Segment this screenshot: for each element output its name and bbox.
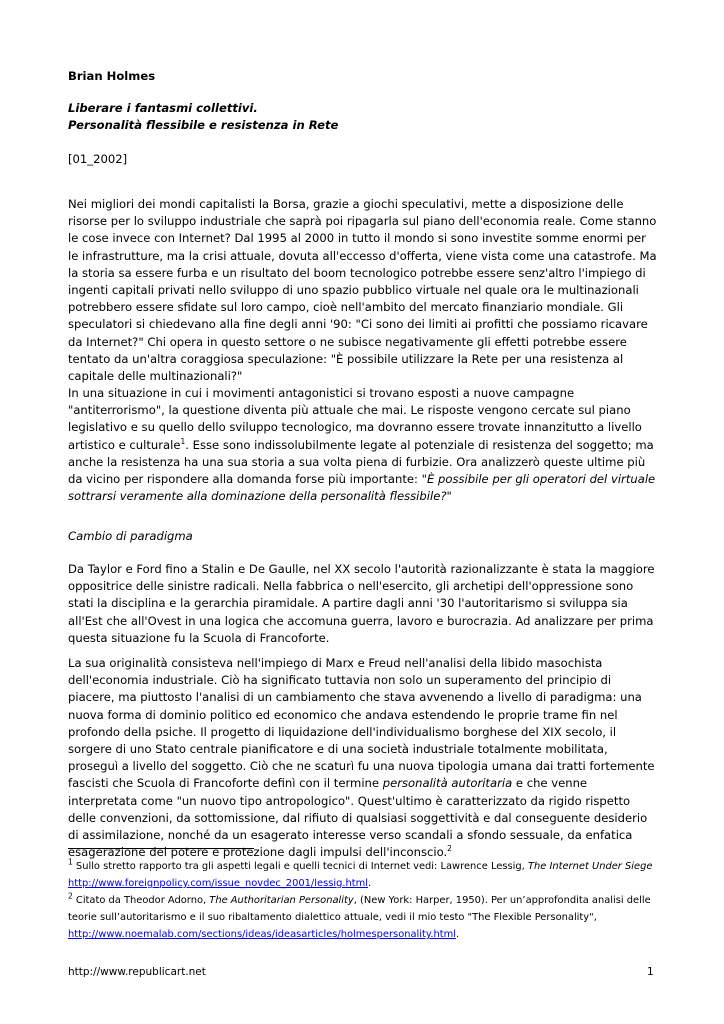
footnote-2-title: The Authoritarian Personality	[209, 895, 354, 906]
paragraph-4	[68, 655, 658, 861]
footnote-2-end: .	[455, 929, 460, 940]
footnote-1-end: .	[368, 878, 372, 889]
paragraph-2-text-c: "	[446, 489, 452, 504]
footnote-2-number: 2	[68, 891, 73, 901]
footnote-1	[68, 858, 668, 892]
article-date: [01_2002]	[68, 152, 128, 166]
page-number: 1	[647, 966, 654, 978]
paragraph-2	[68, 385, 658, 505]
section-heading: Cambio di paradigma	[68, 529, 193, 543]
paragraph-2-text-b: . Esse sono indissolubilmente legate al potenziale di resistenza del soggetto; ma anche la resistenza ha una sua storia a sua volta piena di furbizie. Ora analizzerò queste ultime più da vicino per rispondere alla domanda forse più importante: "	[68, 437, 654, 487]
title-line-1: Liberare i fantasmi collettivi.	[68, 101, 258, 115]
footnote-1-title: The Internet Under Siege	[527, 861, 653, 872]
paragraph-4-term: personalità autoritaria	[382, 776, 513, 791]
paragraph-1: Nei migliori dei mondi capitalisti la Borsa, grazie a giochi speculativi, mette a disposizione delle risorse per lo sviluppo industriale che saprà poi ripagarla sul piano dell'economia reale. Come stanno le cose invece con Internet? Dal 1995 al 2000 in tutto il mondo si sono investite somme enormi per le infrastrutture, ma la crisi attuale, dovuta all'eccesso d'offerta, viene vista come una catastrofe. Ma la storia sa essere furba e un risultato del boom tecnologico potrebbe essere senz'altro l'impiego di ingenti capitali privati nello sviluppo di uno spazio pubblico virtuale nel quale ora le multinazionali potrebbero essere sfidate sul loro campo, cioè nell'ambito del mercato finanziario mondiale. Gli speculatori si chiedevano alla fine degli anni '90: "Ci sono dei limiti ai profitti che possiamo ricavare da Internet?" Chi opera in questo settore o ne subisce negativamente gli effetti potrebbe essere tentato da un'altra coraggiosa speculazione: "È possibile utilizzare la Rete per una resistenza al capitale delle multinazionali?"	[68, 197, 657, 384]
footnote-2-text-2: , (New York: Harper, 1950). Per un’approfondita analisi delle teorie sull’autoritarismo e il suo ribaltamento dialettico attuale, vedi il mio testo "The Flexible Personality",	[68, 895, 651, 923]
footnote-separator	[68, 848, 254, 849]
footnote-2	[68, 892, 668, 943]
footnote-2-link[interactable]: http://www.noemalab.com/sections/ideas/ideasarticles/holmespersonality.html	[68, 929, 456, 940]
article-title	[68, 100, 338, 134]
paragraph-2-text-a: In una situazione in cui i movimenti antagonistici si trovano esposti a nuove campagne "antiterrorismo", la questione diventa più attuale che mai. Le risposte vengono cercate sul piano legislativo e su quello dello sviluppo tecnologico, ma dovranno essere trovate innanzitutto a livello artistico e culturale	[68, 386, 642, 452]
paragraph-4-text-a: La sua originalità consisteva nell'impiego di Marx e Freud nell'analisi della libido masochista dell'economia industriale. Ciò ha significato tuttavia non solo un superamento del principio di piacere, ma piuttosto l'analisi di un cambiamento che stava avvenendo a livello di paradigma: una nuova forma di dominio politico ed economico che andava estendendo le proprie trame fin nel profondo della psiche. Il progetto di liquidazione dell'individualismo borghese del XIX secolo, il sorgere di uno Stato centrale pianificatore e di una società industriale totalmente mobilitata, proseguì a livello del soggetto. Ciò che ne scaturì fu una nuova tipologia umana dai tratti fortemente fascisti che Scuola di Francoforte definì con il termine	[68, 656, 655, 791]
author-name: Brian Holmes	[68, 69, 156, 83]
title-line-2: Personalità flessibile e resistenza in Rete	[68, 118, 339, 133]
footnote-ref-2[interactable]: 2	[447, 844, 452, 854]
footnote-1-text: Sullo stretto rapporto tra gli aspetti legali e quelli tecnici di Internet vedi: Lawrence Lessig,	[72, 861, 528, 872]
paragraph-4-text-b: e che venne interpretata come "un nuovo tipo antropologico". Quest'ultimo è caratterizzato da rigido rispetto delle convenzioni, da sottomissione, dal rifiuto di qualsiasi soggettività e dal conseguente desiderio di assimilazione, nonché da un esagerato interesse verso scandali a sfondo sessuale, da enfatica esagerazione del potere e protezione dagli impulsi dell'inconscio.	[68, 776, 648, 860]
footnote-2-text: Citato da Theodor Adorno,	[72, 895, 210, 906]
footnote-1-link[interactable]: http://www.foreignpolicy.com/issue_novdec_2001/lessig.html	[68, 878, 369, 889]
paragraph-2-question: È possibile per gli operatori del virtuale sottrarsi veramente alla dominazione della personalità flessibile?	[68, 472, 656, 504]
footnote-1-number: 1	[68, 857, 73, 867]
paragraph-3: Da Taylor e Ford fino a Stalin e De Gaulle, nel XX secolo l'autorità razionalizzante è stata la maggiore oppositrice delle sinistre radicali. Nella fabbrica o nell'esercito, gli archetipi dell'oppressione sono stati la disciplina e la gerarchia piramidale. A partire dagli anni '30 l'autoritarismo si sviluppa sia all'Est che all'Ovest in una logica che accomuna guerra, lavoro e burocrazia. Ad analizzare per prima questa situazione fu la Scuola di Francoforte.	[68, 562, 655, 645]
footer-url: http://www.republicart.net	[68, 966, 206, 978]
footnote-ref-1[interactable]: 1	[180, 436, 186, 446]
